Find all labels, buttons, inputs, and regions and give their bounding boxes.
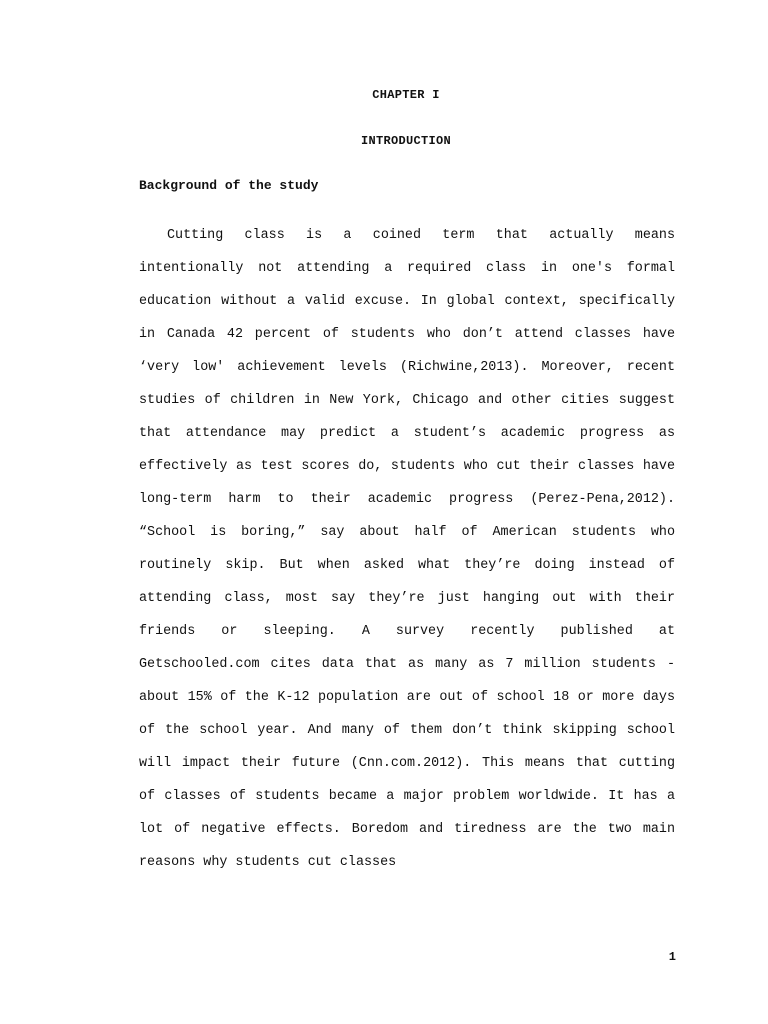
section-heading: Background of the study [139, 178, 319, 193]
page-number: 1 [668, 950, 676, 964]
body-paragraph: Cutting class is a coined term that actually means intentionally not attending a required class in one's formal education without a valid excuse. In global context, specifically in Canada 42 percent of students who don’t attend classes have ‘very low' achievement levels (Richwine,2013). Moreover, recent studies of children in New York, Chicago and other cities suggest that attendance may predict a student’s academic progress as effectively as test scores do, students who cut their classes have long-term harm to their academic progress (Perez-Pena,2012). “School is boring,” say about half of American students who routinely skip. But when asked what they’re doing instead of attending class, most say they’re just hanging out with their friends or sleeping. A survey recently published at Getschooled.com cites data that as many as 7 million students - about 15% of the K-12 population are out of school 18 or more days of the school year. And many of them don’t think skipping school will impact their future (Cnn.com.2012). This means that cutting of classes of students became a major problem worldwide. It has a lot of negative effects. Boredom and tiredness are the two main reasons why students cut classes [139, 228, 675, 870]
chapter-heading: CHAPTER I [372, 88, 440, 102]
chapter-title: INTRODUCTION [360, 134, 451, 148]
